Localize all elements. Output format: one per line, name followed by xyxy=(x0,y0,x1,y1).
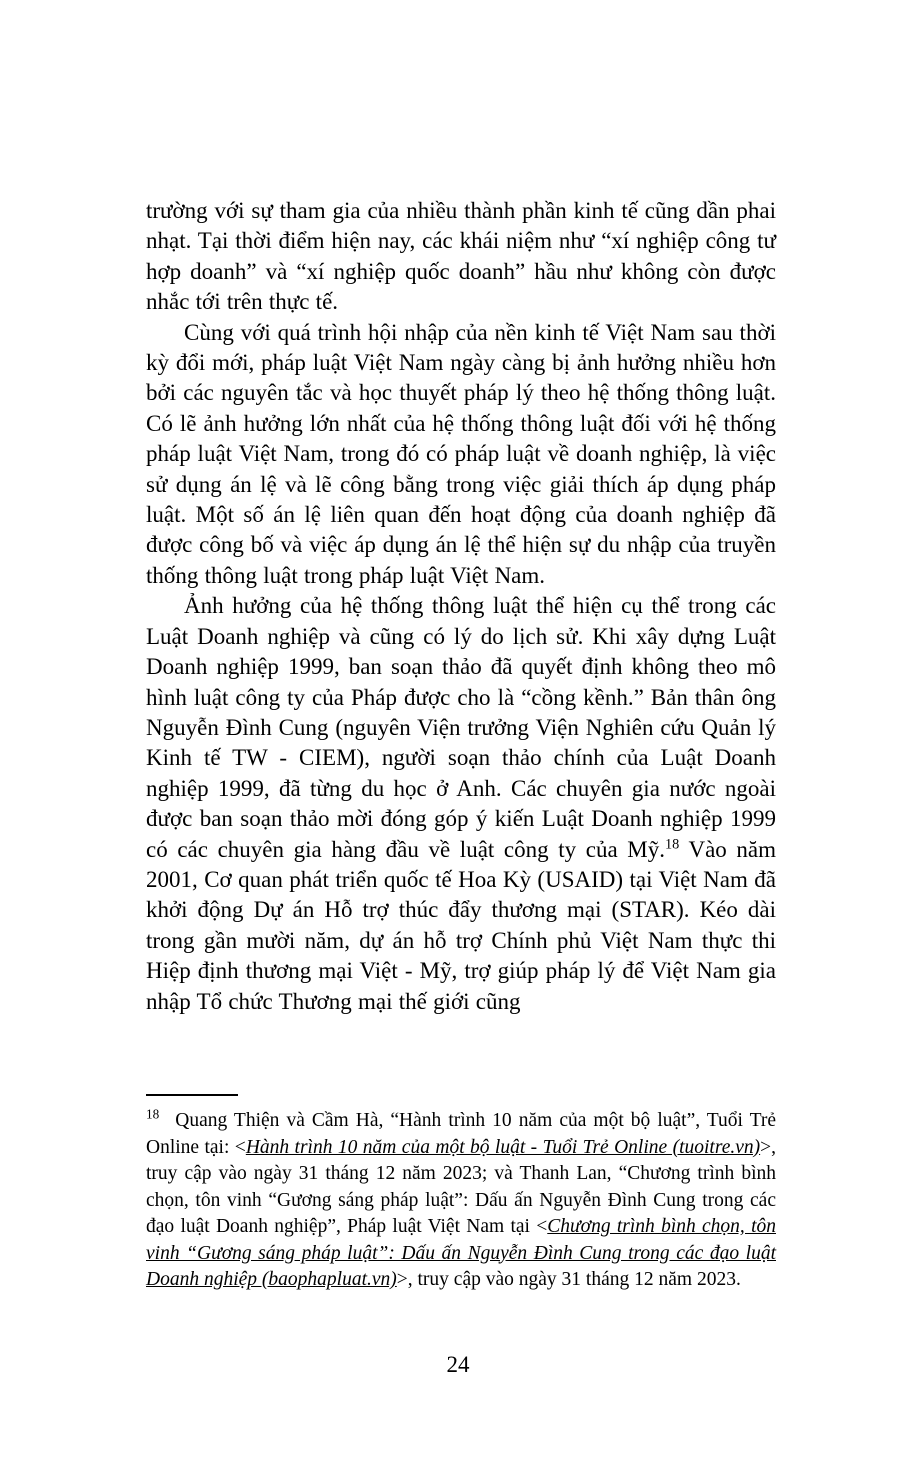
paragraph xyxy=(146,196,776,318)
text-run: trường với sự tham gia của nhiều thành phần kinh tế cũng dần phai nhạt. Tại thời điểm hiện nay, các khái niệm như “xí nghiệp công tư hợp doanh” và “xí nghiệp quốc doanh” hầu như không còn được nhắc tới trên thực tế. xyxy=(146,198,776,315)
footnote-reference: 18 xyxy=(665,835,680,852)
footnote-separator xyxy=(146,1094,238,1096)
hyperlink[interactable]: Hành trình 10 năm của một bộ luật - Tuổi Trẻ Online (tuoitre.vn) xyxy=(245,1136,761,1158)
text-run: Vào năm 2001, Cơ quan phát triển quốc tế Hoa Kỳ (USAID) tại Việt Nam đã khởi động Dự án Hỗ trợ thúc đẩy thương mại (STAR). Kéo dài trong gần mười năm, dự án hỗ trợ Chính phủ Việt Nam thực thi Hiệp định thương mại Việt - Mỹ, trợ giúp pháp lý để Việt Nam gia nhập Tổ chức Thương mại thế giới cũng xyxy=(146,836,776,1014)
text-run: Ảnh hưởng của hệ thống thông luật thể hiện cụ thể trong các Luật Doanh nghiệp và cũng có lý do lịch sử. Khi xây dựng Luật Doanh nghiệp 1999, ban soạn thảo đã quyết định không theo mô hình luật công ty của Pháp được cho là “cồng kềnh.” Bản thân ông Nguyễn Đình Cung (nguyên Viện trưởng Viện Nghiên cứu Quản lý Kinh tế TW - CIEM), người soạn thảo chính của Luật Doanh nghiệp 1999, đã từng du học ở Anh. Các chuyên gia nước ngoài được ban soạn thảo mời đóng góp ý kiến Luật Doanh nghiệp 1999 có các chuyên gia hàng đầu về luật công ty của Mỹ. xyxy=(146,593,776,862)
page-number: 24 xyxy=(446,1352,470,1377)
hyperlink[interactable]: Chương trình bình chọn, tôn vinh “Gương sáng pháp luật”: Dấu ấn Nguyễn Đình Cung trong các đạo luật Doanh nghiệp (baophapluat.vn) xyxy=(146,1216,777,1290)
text-run: Cùng với quá trình hội nhập của nền kinh tế Việt Nam sau thời kỳ đổi mới, pháp luật Việt Nam ngày càng bị ảnh hưởng nhiều hơn bởi các nguyên tắc và học thuyết pháp lý theo hệ thống thông luật. Có lẽ ảnh hưởng lớn nhất của hệ thống thông luật đối với hệ thống pháp luật Việt Nam, trong đó có pháp luật về doanh nghiệp, là việc sử dụng án lệ và lẽ công bằng trong việc giải thích áp dụng pháp luật. Một số án lệ liên quan đến hoạt động của doanh nghiệp đã được công bố và việc áp dụng án lệ thể hiện sự du nhập của truyền thống thông luật trong pháp luật Việt Nam. xyxy=(146,319,776,588)
footnote-reference: 18 xyxy=(146,1106,160,1122)
paragraph xyxy=(146,591,776,1017)
text-run: Quang Thiện và Cầm Hà, “Hành trình 10 năm của một bộ luật”, Tuổi Trẻ Online tại: < xyxy=(146,1110,776,1158)
body-text-block xyxy=(146,196,776,1017)
text-run: >, truy cập vào ngày 31 tháng 12 năm 2023; và Thanh Lan, “Chương trình bình chọn, tôn vinh “Gương sáng pháp luật”: Dấu ấn Nguyễn Đình Cung trong các đạo luật Doanh nghiệp”, Pháp luật Việt Nam tại < xyxy=(146,1136,777,1237)
footnote xyxy=(146,1108,776,1294)
paragraph xyxy=(146,318,776,592)
text-run: >, truy cập vào ngày 31 tháng 12 năm 2023. xyxy=(396,1269,741,1290)
